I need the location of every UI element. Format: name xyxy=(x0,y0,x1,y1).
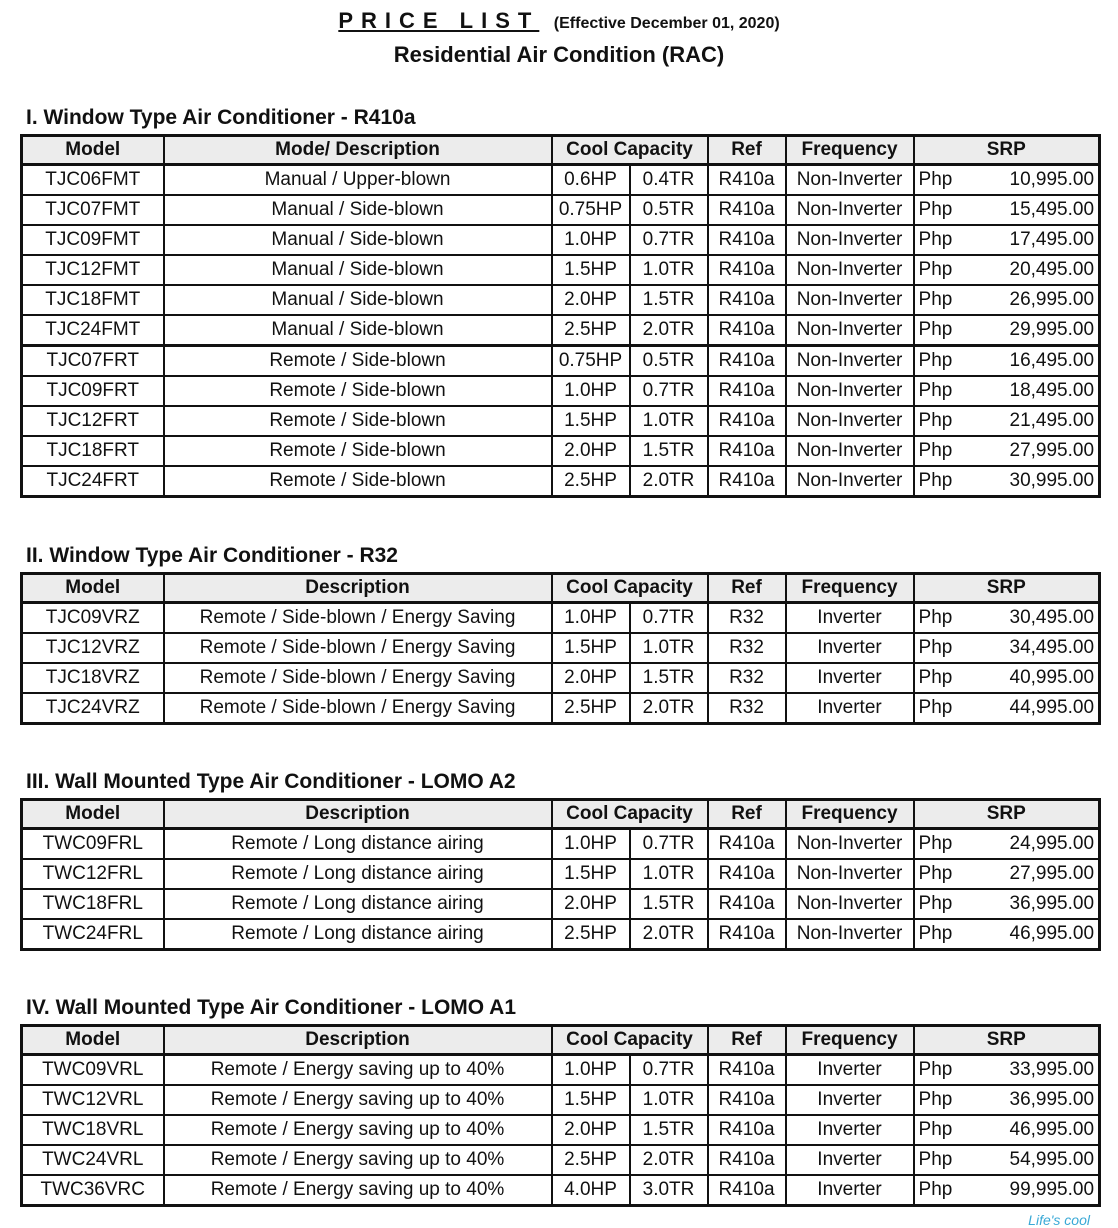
capacity-hp-cell: 2.5HP xyxy=(552,919,630,950)
table-row xyxy=(22,889,1100,919)
capacity-tr-cell: 2.0TR xyxy=(630,919,708,950)
price-table xyxy=(20,134,1101,498)
col-srp: SRP xyxy=(914,136,1100,165)
description-cell: Remote / Side-blown xyxy=(164,436,552,466)
ref-cell: R410a xyxy=(708,315,786,346)
price-cell: 44,995.00 xyxy=(972,693,1100,724)
price-cell: 40,995.00 xyxy=(972,663,1100,693)
capacity-hp-cell: 2.0HP xyxy=(552,663,630,693)
ref-cell: R410a xyxy=(708,919,786,950)
ref-cell: R410a xyxy=(708,466,786,497)
capacity-tr-cell: 0.7TR xyxy=(630,829,708,860)
page-subtitle: Residential Air Condition (RAC) xyxy=(393,42,725,67)
capacity-hp-cell: 2.0HP xyxy=(552,889,630,919)
ref-cell: R410a xyxy=(708,1055,786,1086)
ref-cell: R410a xyxy=(708,165,786,196)
model-cell: TWC36VRC xyxy=(22,1175,164,1206)
price-cell: 29,995.00 xyxy=(972,315,1100,346)
capacity-hp-cell: 2.5HP xyxy=(552,315,630,346)
currency-cell: Php xyxy=(914,1115,972,1145)
capacity-hp-cell: 2.5HP xyxy=(552,693,630,724)
currency-cell: Php xyxy=(914,315,972,346)
capacity-tr-cell: 1.0TR xyxy=(630,859,708,889)
description-cell: Remote / Side-blown / Energy Saving xyxy=(164,663,552,693)
capacity-tr-cell: 1.0TR xyxy=(630,406,708,436)
currency-cell: Php xyxy=(914,376,972,406)
capacity-tr-cell: 0.7TR xyxy=(630,225,708,255)
currency-cell: Php xyxy=(914,919,972,950)
col-model: Model xyxy=(22,1026,164,1055)
table-row xyxy=(22,1115,1100,1145)
capacity-hp-cell: 1.5HP xyxy=(552,406,630,436)
price-cell: 18,495.00 xyxy=(972,376,1100,406)
price-cell: 36,995.00 xyxy=(972,1085,1100,1115)
currency-cell: Php xyxy=(914,1085,972,1115)
frequency-cell: Non-Inverter xyxy=(786,859,914,889)
frequency-cell: Non-Inverter xyxy=(786,436,914,466)
frequency-cell: Inverter xyxy=(786,1055,914,1086)
model-cell: TWC18VRL xyxy=(22,1115,164,1145)
price-cell: 21,495.00 xyxy=(972,406,1100,436)
title-line xyxy=(0,8,1118,34)
model-cell: TWC24VRL xyxy=(22,1145,164,1175)
ref-cell: R410a xyxy=(708,1145,786,1175)
table-row xyxy=(22,919,1100,950)
currency-cell: Php xyxy=(914,255,972,285)
ref-cell: R410a xyxy=(708,285,786,315)
price-cell: 20,495.00 xyxy=(972,255,1100,285)
table-row xyxy=(22,693,1100,724)
currency-cell: Php xyxy=(914,603,972,634)
table-body xyxy=(22,603,1100,724)
model-cell: TJC12VRZ xyxy=(22,633,164,663)
capacity-hp-cell: 1.5HP xyxy=(552,1085,630,1115)
frequency-cell: Inverter xyxy=(786,1175,914,1206)
table-header-row xyxy=(22,1026,1100,1055)
table-row xyxy=(22,406,1100,436)
brand-logo: Life's cool xyxy=(1028,1212,1090,1228)
frequency-cell: Non-Inverter xyxy=(786,255,914,285)
col-cool-capacity: Cool Capacity xyxy=(552,136,708,165)
price-cell: 17,495.00 xyxy=(972,225,1100,255)
table-row xyxy=(22,315,1100,346)
model-cell: TWC12VRL xyxy=(22,1085,164,1115)
model-cell: TJC12FRT xyxy=(22,406,164,436)
frequency-cell: Non-Inverter xyxy=(786,889,914,919)
frequency-cell: Non-Inverter xyxy=(786,919,914,950)
frequency-cell: Inverter xyxy=(786,1145,914,1175)
frequency-cell: Non-Inverter xyxy=(786,466,914,497)
capacity-tr-cell: 0.4TR xyxy=(630,165,708,196)
ref-cell: R32 xyxy=(708,603,786,634)
currency-cell: Php xyxy=(914,406,972,436)
description-cell: Manual / Side-blown xyxy=(164,195,552,225)
capacity-hp-cell: 2.5HP xyxy=(552,1145,630,1175)
capacity-tr-cell: 2.0TR xyxy=(630,693,708,724)
capacity-hp-cell: 2.0HP xyxy=(552,285,630,315)
description-cell: Manual / Side-blown xyxy=(164,225,552,255)
ref-cell: R410a xyxy=(708,255,786,285)
capacity-hp-cell: 1.0HP xyxy=(552,225,630,255)
ref-cell: R410a xyxy=(708,376,786,406)
ref-cell: R410a xyxy=(708,859,786,889)
section-wall-lomo-a1 xyxy=(20,996,1098,1207)
currency-cell: Php xyxy=(914,889,972,919)
col-description: Mode/ Description xyxy=(164,136,552,165)
model-cell: TWC09VRL xyxy=(22,1055,164,1086)
frequency-cell: Non-Inverter xyxy=(786,376,914,406)
price-cell: 54,995.00 xyxy=(972,1145,1100,1175)
capacity-tr-cell: 1.5TR xyxy=(630,436,708,466)
table-row xyxy=(22,1085,1100,1115)
frequency-cell: Inverter xyxy=(786,693,914,724)
model-cell: TJC06FMT xyxy=(22,165,164,196)
capacity-hp-cell: 1.0HP xyxy=(552,376,630,406)
frequency-cell: Non-Inverter xyxy=(786,225,914,255)
capacity-tr-cell: 0.5TR xyxy=(630,346,708,377)
currency-cell: Php xyxy=(914,633,972,663)
description-cell: Remote / Energy saving up to 40% xyxy=(164,1085,552,1115)
price-cell: 30,995.00 xyxy=(972,466,1100,497)
ref-cell: R32 xyxy=(708,663,786,693)
price-table xyxy=(20,798,1101,951)
col-cool-capacity: Cool Capacity xyxy=(552,1026,708,1055)
section-wall-lomo-a2 xyxy=(20,770,1098,951)
col-frequency: Frequency xyxy=(786,800,914,829)
currency-cell: Php xyxy=(914,663,972,693)
col-srp: SRP xyxy=(914,574,1100,603)
description-cell: Remote / Side-blown xyxy=(164,346,552,377)
col-cool-capacity: Cool Capacity xyxy=(552,800,708,829)
capacity-tr-cell: 0.7TR xyxy=(630,603,708,634)
frequency-cell: Inverter xyxy=(786,633,914,663)
description-cell: Manual / Side-blown xyxy=(164,255,552,285)
col-description: Description xyxy=(164,800,552,829)
table-row xyxy=(22,1175,1100,1206)
frequency-cell: Non-Inverter xyxy=(786,829,914,860)
description-cell: Remote / Long distance airing xyxy=(164,919,552,950)
currency-cell: Php xyxy=(914,285,972,315)
capacity-hp-cell: 1.5HP xyxy=(552,255,630,285)
ref-cell: R410a xyxy=(708,225,786,255)
model-cell: TJC07FRT xyxy=(22,346,164,377)
capacity-tr-cell: 1.5TR xyxy=(630,889,708,919)
currency-cell: Php xyxy=(914,195,972,225)
model-cell: TJC12FMT xyxy=(22,255,164,285)
table-header-row xyxy=(22,800,1100,829)
price-cell: 99,995.00 xyxy=(972,1175,1100,1206)
table-row xyxy=(22,663,1100,693)
frequency-cell: Non-Inverter xyxy=(786,346,914,377)
price-cell: 46,995.00 xyxy=(972,1115,1100,1145)
capacity-hp-cell: 1.5HP xyxy=(552,859,630,889)
frequency-cell: Non-Inverter xyxy=(786,285,914,315)
capacity-tr-cell: 1.0TR xyxy=(630,255,708,285)
price-cell: 34,495.00 xyxy=(972,633,1100,663)
ref-cell: R410a xyxy=(708,406,786,436)
frequency-cell: Inverter xyxy=(786,1115,914,1145)
table-row xyxy=(22,195,1100,225)
description-cell: Remote / Side-blown / Energy Saving xyxy=(164,633,552,663)
col-ref: Ref xyxy=(708,1026,786,1055)
section-title: II. Window Type Air Conditioner - R32 xyxy=(26,544,398,567)
col-model: Model xyxy=(22,136,164,165)
ref-cell: R410a xyxy=(708,1085,786,1115)
section-window-r32 xyxy=(20,544,1098,725)
ref-cell: R410a xyxy=(708,195,786,225)
price-cell: 27,995.00 xyxy=(972,859,1100,889)
capacity-tr-cell: 1.5TR xyxy=(630,663,708,693)
description-cell: Remote / Side-blown / Energy Saving xyxy=(164,693,552,724)
table-body xyxy=(22,829,1100,950)
col-ref: Ref xyxy=(708,136,786,165)
capacity-hp-cell: 4.0HP xyxy=(552,1175,630,1206)
model-cell: TWC09FRL xyxy=(22,829,164,860)
currency-cell: Php xyxy=(914,466,972,497)
ref-cell: R410a xyxy=(708,436,786,466)
description-cell: Remote / Energy saving up to 40% xyxy=(164,1055,552,1086)
price-cell: 15,495.00 xyxy=(972,195,1100,225)
col-srp: SRP xyxy=(914,800,1100,829)
ref-cell: R410a xyxy=(708,889,786,919)
table-row xyxy=(22,346,1100,377)
model-cell: TJC09FRT xyxy=(22,376,164,406)
capacity-tr-cell: 0.5TR xyxy=(630,195,708,225)
description-cell: Remote / Energy saving up to 40% xyxy=(164,1145,552,1175)
description-cell: Remote / Side-blown xyxy=(164,406,552,436)
model-cell: TJC24FRT xyxy=(22,466,164,497)
model-cell: TWC18FRL xyxy=(22,889,164,919)
section-title: IV. Wall Mounted Type Air Conditioner - LOMO A1 xyxy=(26,996,517,1019)
capacity-tr-cell: 2.0TR xyxy=(630,466,708,497)
model-cell: TJC09FMT xyxy=(22,225,164,255)
capacity-tr-cell: 3.0TR xyxy=(630,1175,708,1206)
table-row xyxy=(22,376,1100,406)
capacity-hp-cell: 1.0HP xyxy=(552,603,630,634)
price-table xyxy=(20,1024,1101,1207)
model-cell: TJC09VRZ xyxy=(22,603,164,634)
description-cell: Remote / Energy saving up to 40% xyxy=(164,1115,552,1145)
price-cell: 27,995.00 xyxy=(972,436,1100,466)
col-model: Model xyxy=(22,800,164,829)
capacity-hp-cell: 1.0HP xyxy=(552,829,630,860)
price-cell: 26,995.00 xyxy=(972,285,1100,315)
description-cell: Remote / Side-blown / Energy Saving xyxy=(164,603,552,634)
price-cell: 33,995.00 xyxy=(972,1055,1100,1086)
frequency-cell: Non-Inverter xyxy=(786,315,914,346)
currency-cell: Php xyxy=(914,346,972,377)
section-title: III. Wall Mounted Type Air Conditioner - LOMO A2 xyxy=(26,770,516,793)
price-cell: 16,495.00 xyxy=(972,346,1100,377)
table-row xyxy=(22,633,1100,663)
table-body xyxy=(22,165,1100,497)
model-cell: TJC18FMT xyxy=(22,285,164,315)
table-row xyxy=(22,255,1100,285)
model-cell: TWC24FRL xyxy=(22,919,164,950)
capacity-tr-cell: 0.7TR xyxy=(630,376,708,406)
currency-cell: Php xyxy=(914,436,972,466)
price-cell: 46,995.00 xyxy=(972,919,1100,950)
capacity-hp-cell: 2.5HP xyxy=(552,466,630,497)
col-description: Description xyxy=(164,574,552,603)
section-window-r410a xyxy=(20,106,1098,498)
capacity-tr-cell: 1.5TR xyxy=(630,285,708,315)
col-srp: SRP xyxy=(914,1026,1100,1055)
col-model: Model xyxy=(22,574,164,603)
col-ref: Ref xyxy=(708,800,786,829)
description-cell: Remote / Long distance airing xyxy=(164,889,552,919)
currency-cell: Php xyxy=(914,693,972,724)
document-header xyxy=(0,8,1118,68)
frequency-cell: Non-Inverter xyxy=(786,195,914,225)
table-row xyxy=(22,1055,1100,1086)
capacity-hp-cell: 2.0HP xyxy=(552,436,630,466)
col-description: Description xyxy=(164,1026,552,1055)
capacity-tr-cell: 1.5TR xyxy=(630,1115,708,1145)
price-table xyxy=(20,572,1101,725)
currency-cell: Php xyxy=(914,1175,972,1206)
capacity-tr-cell: 1.0TR xyxy=(630,633,708,663)
model-cell: TJC18FRT xyxy=(22,436,164,466)
ref-cell: R32 xyxy=(708,633,786,663)
page-title: PRICE LIST xyxy=(338,8,540,33)
model-cell: TJC24VRZ xyxy=(22,693,164,724)
table-row xyxy=(22,436,1100,466)
model-cell: TJC07FMT xyxy=(22,195,164,225)
table-row xyxy=(22,466,1100,497)
model-cell: TJC24FMT xyxy=(22,315,164,346)
table-body xyxy=(22,1055,1100,1206)
capacity-tr-cell: 2.0TR xyxy=(630,1145,708,1175)
currency-cell: Php xyxy=(914,829,972,860)
description-cell: Remote / Energy saving up to 40% xyxy=(164,1175,552,1206)
currency-cell: Php xyxy=(914,225,972,255)
ref-cell: R410a xyxy=(708,1175,786,1206)
capacity-tr-cell: 0.7TR xyxy=(630,1055,708,1086)
section-title: I. Window Type Air Conditioner - R410a xyxy=(26,106,416,129)
capacity-hp-cell: 0.6HP xyxy=(552,165,630,196)
frequency-cell: Non-Inverter xyxy=(786,406,914,436)
col-ref: Ref xyxy=(708,574,786,603)
currency-cell: Php xyxy=(914,1145,972,1175)
table-row xyxy=(22,165,1100,196)
table-header-row xyxy=(22,136,1100,165)
currency-cell: Php xyxy=(914,859,972,889)
ref-cell: R410a xyxy=(708,346,786,377)
description-cell: Remote / Side-blown xyxy=(164,376,552,406)
ref-cell: R32 xyxy=(708,693,786,724)
ref-cell: R410a xyxy=(708,829,786,860)
description-cell: Manual / Upper-blown xyxy=(164,165,552,196)
table-row xyxy=(22,1145,1100,1175)
frequency-cell: Inverter xyxy=(786,603,914,634)
frequency-cell: Non-Inverter xyxy=(786,165,914,196)
table-row xyxy=(22,285,1100,315)
col-cool-capacity: Cool Capacity xyxy=(552,574,708,603)
table-row xyxy=(22,225,1100,255)
capacity-hp-cell: 2.0HP xyxy=(552,1115,630,1145)
capacity-hp-cell: 0.75HP xyxy=(552,346,630,377)
capacity-hp-cell: 0.75HP xyxy=(552,195,630,225)
capacity-hp-cell: 1.5HP xyxy=(552,633,630,663)
currency-cell: Php xyxy=(914,1055,972,1086)
description-cell: Remote / Long distance airing xyxy=(164,829,552,860)
price-cell: 36,995.00 xyxy=(972,889,1100,919)
price-cell: 10,995.00 xyxy=(972,165,1100,196)
description-cell: Remote / Side-blown xyxy=(164,466,552,497)
table-row xyxy=(22,829,1100,860)
table-row xyxy=(22,859,1100,889)
price-cell: 24,995.00 xyxy=(972,829,1100,860)
description-cell: Remote / Long distance airing xyxy=(164,859,552,889)
capacity-tr-cell: 2.0TR xyxy=(630,315,708,346)
price-cell: 30,495.00 xyxy=(972,603,1100,634)
table-header-row xyxy=(22,574,1100,603)
description-cell: Manual / Side-blown xyxy=(164,315,552,346)
col-frequency: Frequency xyxy=(786,574,914,603)
ref-cell: R410a xyxy=(708,1115,786,1145)
model-cell: TWC12FRL xyxy=(22,859,164,889)
description-cell: Manual / Side-blown xyxy=(164,285,552,315)
col-frequency: Frequency xyxy=(786,136,914,165)
capacity-hp-cell: 1.0HP xyxy=(552,1055,630,1086)
col-frequency: Frequency xyxy=(786,1026,914,1055)
frequency-cell: Inverter xyxy=(786,1085,914,1115)
capacity-tr-cell: 1.0TR xyxy=(630,1085,708,1115)
currency-cell: Php xyxy=(914,165,972,196)
effective-date: (Effective December 01, 2020) xyxy=(553,15,780,32)
frequency-cell: Inverter xyxy=(786,663,914,693)
table-row xyxy=(22,603,1100,634)
model-cell: TJC18VRZ xyxy=(22,663,164,693)
